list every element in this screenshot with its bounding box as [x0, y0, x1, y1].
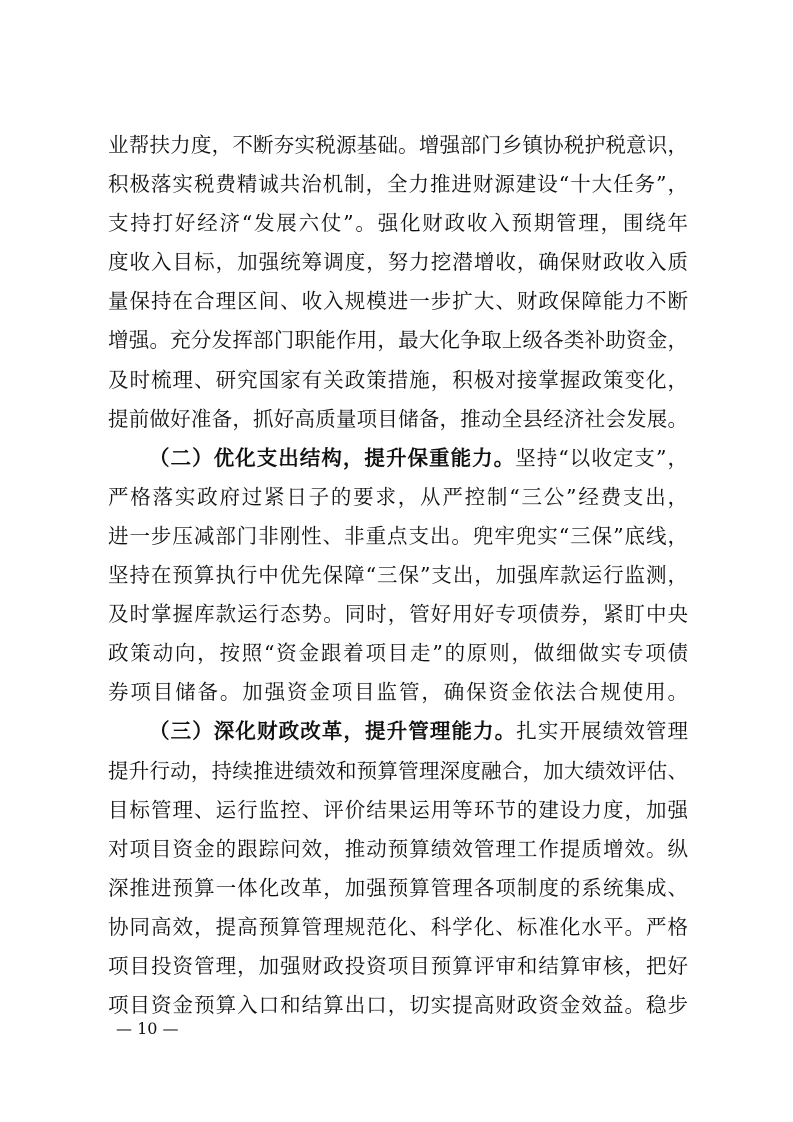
paragraph-section-2 — [108, 439, 688, 713]
text-line: 提前做好准备，抓好高质量项目储备，推动全县经济社会发展。 — [108, 406, 688, 431]
paragraph-section-3 — [108, 712, 688, 1025]
text-line: 坚持在预算执行中优先保障“三保”支出，加强库款运行监测， — [108, 563, 688, 588]
text-line: 增强。充分发挥部门职能作用，最大化争取上级各类补助资金， — [108, 328, 688, 353]
text-line: 提升行动，持续推进绩效和预算管理深度融合，加大绩效评估、 — [108, 758, 688, 783]
text-line: 度收入目标，加强统筹调度，努力挖潜增收，确保财政收入质 — [108, 250, 688, 275]
text-line: 及时掌握库款运行态势。同时，管好用好专项债券，紧盯中央 — [108, 602, 688, 627]
text-line: 协同高效，提高预算管理规范化、科学化、标准化水平。严格 — [108, 914, 688, 939]
text-line: 严格落实政府过紧日子的要求，从严控制“三公”经费支出， — [108, 484, 688, 509]
text-line: 项目资金预算入口和结算出口，切实提高财政资金效益。稳步 — [108, 993, 688, 1018]
text-line: 对项目资金的跟踪问效，推动预算绩效管理工作提质增效。纵 — [108, 836, 688, 861]
text-line: 积极落实税费精诚共治机制，全力推进财源建设“十大任务”， — [108, 172, 688, 197]
text-line — [108, 439, 688, 478]
text-line: 项目投资管理，加强财政投资项目预算评审和结算审核，把好 — [108, 953, 688, 978]
text-line: 目标管理、运行监控、评价结果运用等环节的建设力度，加强 — [108, 797, 688, 822]
text-line: 深推进预算一体化改革，加强预算管理各项制度的系统集成、 — [108, 875, 688, 900]
text-line: 量保持在合理区间、收入规模进一步扩大、财政保障能力不断 — [108, 289, 688, 314]
body-text — [108, 126, 688, 1025]
paragraph-1 — [108, 126, 688, 439]
text-line: 业帮扶力度，不断夯实税源基础。增强部门乡镇协税护税意识， — [108, 133, 688, 157]
section-heading: （三）深化财政改革，提升管理能力。 — [149, 719, 517, 744]
section-first-line-text: 坚持“以收定支”， — [515, 445, 688, 470]
text-line: 支持打好经济“发展六仗”。强化财政收入预期管理，围绕年 — [108, 211, 688, 236]
text-line — [108, 712, 688, 751]
page-number: — 10 — — [116, 1019, 179, 1038]
text-line: 券项目储备。加强资金项目监管，确保资金依法合规使用。 — [108, 680, 688, 705]
text-line: 政策动向，按照“资金跟着项目走”的原则，做细做实专项债 — [108, 641, 688, 666]
section-first-line-text: 扎实开展绩效管理 — [516, 719, 689, 744]
text-line: 及时梳理、研究国家有关政策措施，积极对接掌握政策变化， — [108, 367, 688, 392]
section-heading: （二）优化支出结构，提升保重能力。 — [149, 445, 516, 470]
text-line: 进一步压减部门非刚性、非重点支出。兜牢兜实“三保”底线， — [108, 523, 688, 548]
